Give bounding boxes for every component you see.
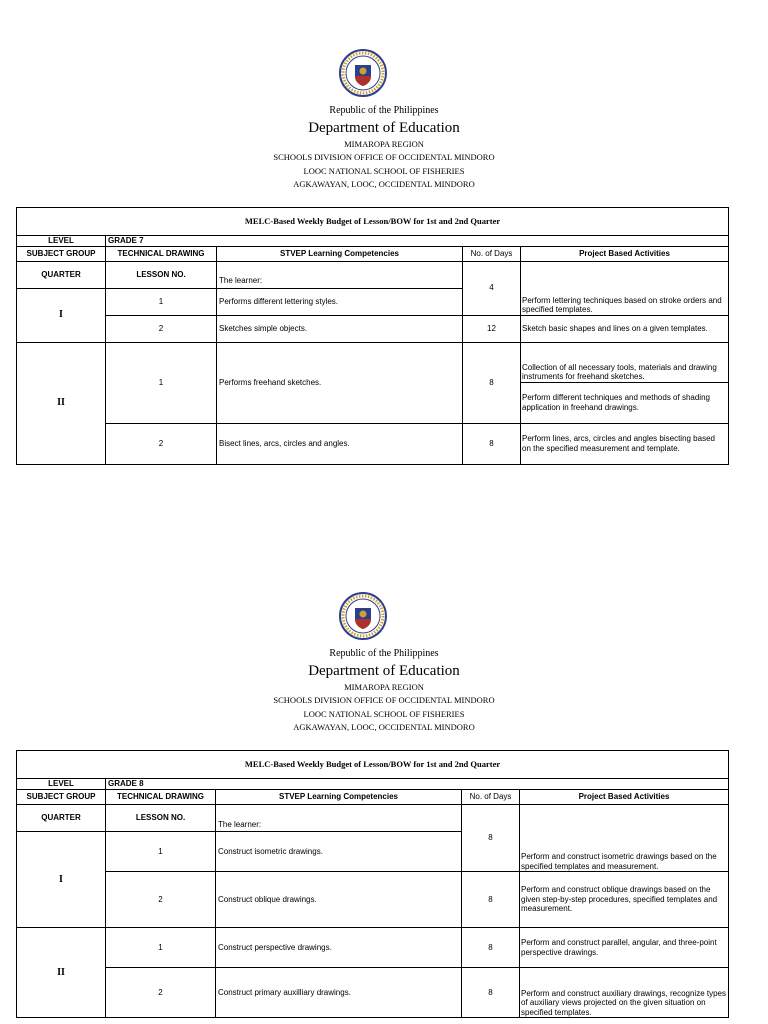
lesson-no-cell: 2 (106, 423, 217, 464)
days-cell: 8 (462, 968, 520, 1018)
lesson-no-cell: 2 (106, 968, 216, 1018)
table-title: MELC-Based Weekly Budget of Lesson/BOW for 1st and 2nd Quarter (17, 751, 729, 779)
activity-cell: Perform and construct isometric drawings based on the specified templates and measurement. (520, 805, 729, 872)
days-cell: 8 (463, 423, 521, 464)
address-text: AGKAWAYAN, LOOC, OCCIDENTAL MINDORO (293, 722, 475, 732)
activity-cell: Perform lines, arcs, circles and angles bisecting based on the specified measurement and template. (521, 423, 729, 464)
activity-cell: Perform and construct oblique drawings based on the given step-by-step procedures, specified templates and measurement. (520, 872, 729, 928)
letterhead (0, 647, 768, 735)
table-title: MELC-Based Weekly Budget of Lesson/BOW for 1st and 2nd Quarter (17, 208, 729, 236)
subject-group-label: SUBJECT GROUP (17, 790, 106, 805)
competency-cell: Construct perspective drawings. (216, 928, 462, 968)
competency-cell: Performs freehand sketches. (217, 342, 463, 423)
level-value: GRADE 8 (106, 779, 729, 790)
quarter-cell: I (17, 288, 106, 342)
learner-text: The learner: (216, 805, 462, 832)
lesson-no-cell: 1 (106, 288, 217, 315)
lesson-label: LESSON NO. (106, 261, 217, 288)
days-cell: 4 (463, 261, 521, 315)
activity-cell: Perform and construct parallel, angular, and three-point perspective drawings. (520, 928, 729, 968)
region-text: MIMAROPA REGION (344, 138, 424, 149)
days-cell: 8 (462, 872, 520, 928)
level-label: LEVEL (17, 236, 106, 247)
quarter-label: QUARTER (17, 261, 106, 288)
lesson-no-cell: 1 (106, 928, 216, 968)
level-value: GRADE 7 (106, 236, 729, 247)
competency-cell: Construct primary auxilliary drawings. (216, 968, 462, 1018)
competencies-header: STVEP Learning Competencies (217, 246, 463, 261)
activities-header: Project Based Activities (520, 790, 729, 805)
activity-cell: Collection of all necessary tools, materials and drawing instruments for freehand sketches. (521, 342, 729, 382)
days-cell: 8 (463, 342, 521, 423)
days-cell: 8 (462, 805, 520, 872)
activity-cell: Perform lettering techniques based on stroke orders and specified templates. (521, 261, 729, 315)
learner-text: The learner: (217, 261, 463, 288)
deped-seal-icon (338, 591, 388, 641)
activities-header: Project Based Activities (521, 246, 729, 261)
division-text: SCHOOLS DIVISION OFFICE OF OCCIDENTAL MINDORO (273, 695, 495, 705)
school-text: LOOC NATIONAL SCHOOL OF FISHERIES (303, 165, 465, 176)
republic-text: Republic of the Philippines (329, 648, 439, 659)
quarter-cell: II (17, 342, 106, 464)
lesson-label: LESSON NO. (106, 805, 216, 832)
letterhead (0, 104, 768, 192)
level-label: LEVEL (17, 779, 106, 790)
days-cell: 12 (463, 315, 521, 342)
lesson-no-cell: 1 (106, 832, 216, 872)
activity-cell: Perform and construct auxiliary drawings, recognize types of auxiliary views projected on the given situation on specified templates. (520, 968, 729, 1018)
competencies-header: STVEP Learning Competencies (216, 790, 462, 805)
activity-cell: Perform different techniques and methods of shading application in freehand drawings. (521, 382, 729, 423)
school-text: LOOC NATIONAL SCHOOL OF FISHERIES (303, 708, 465, 719)
quarter-label: QUARTER (17, 805, 106, 832)
region-text: MIMAROPA REGION (344, 681, 424, 692)
lesson-no-cell: 2 (106, 872, 216, 928)
department-title: Department of Education (308, 119, 460, 136)
subject-group-label: SUBJECT GROUP (17, 246, 106, 261)
days-header: No. of Days (462, 790, 520, 805)
lesson-no-cell: 2 (106, 315, 217, 342)
lesson-no-cell: 1 (106, 342, 217, 423)
budget-table-grade-8 (16, 750, 729, 1018)
deped-seal-icon (338, 48, 388, 98)
activity-cell: Sketch basic shapes and lines on a given templates. (521, 315, 729, 342)
address-text: AGKAWAYAN, LOOC, OCCIDENTAL MINDORO (293, 179, 475, 189)
competency-cell: Sketches simple objects. (217, 315, 463, 342)
budget-table-grade-7 (16, 207, 729, 465)
subject-group-value: TECHNICAL DRAWING (106, 246, 217, 261)
competency-cell: Bisect lines, arcs, circles and angles. (217, 423, 463, 464)
department-title: Department of Education (308, 662, 460, 679)
quarter-cell: II (17, 928, 106, 1018)
competency-cell: Performs different lettering styles. (217, 288, 463, 315)
days-cell: 8 (462, 928, 520, 968)
subject-group-value: TECHNICAL DRAWING (106, 790, 216, 805)
division-text: SCHOOLS DIVISION OFFICE OF OCCIDENTAL MINDORO (273, 152, 495, 162)
quarter-cell: I (17, 832, 106, 928)
republic-text: Republic of the Philippines (329, 105, 439, 116)
competency-cell: Construct isometric drawings. (216, 832, 462, 872)
days-header: No. of Days (463, 246, 521, 261)
competency-cell: Construct oblique drawings. (216, 872, 462, 928)
